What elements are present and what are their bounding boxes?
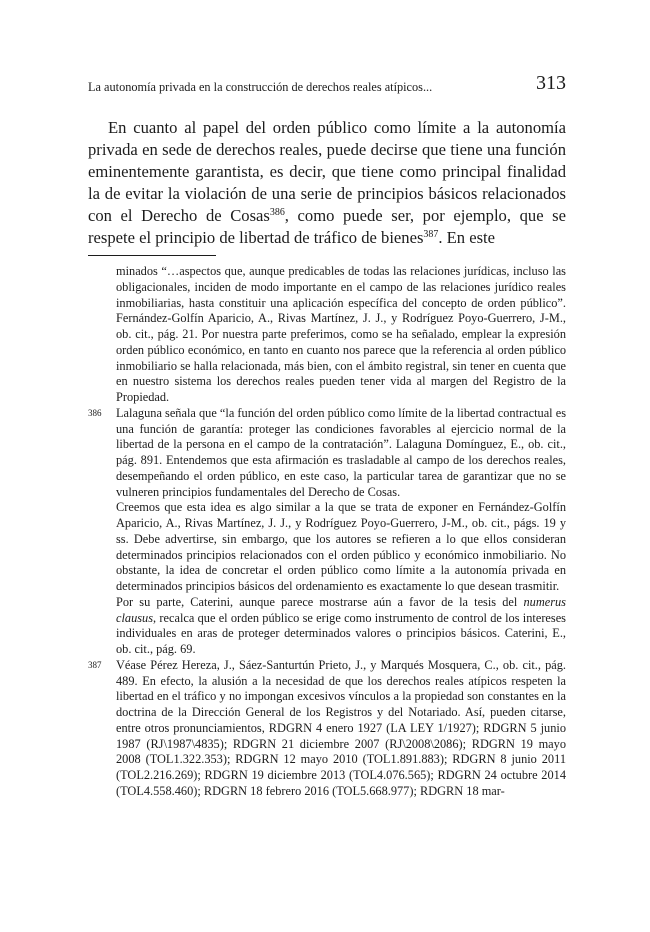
footnote-separator	[88, 255, 216, 256]
footnote-text-part: Por su parte, Caterini, aunque parece mostrarse aún a favor de la tesis del	[116, 594, 524, 609]
main-text-part: En cuanto al papel del orden público como límite a la autonomía privada en sede de derechos reales, puede decirse que tiene una función eminentemente garantista, es decir, que tiene como principal finalidad la de evitar la violación de una serie de principios básicos relacionados con el Derecho de Cosas	[88, 118, 566, 225]
footnote-387	[88, 658, 566, 800]
footnote-paragraph	[116, 595, 566, 658]
main-text-part: . En este	[438, 227, 496, 247]
footnote-number: 387	[88, 659, 102, 670]
main-paragraph	[88, 117, 566, 248]
footnote-number: 386	[88, 407, 102, 418]
footnote-ref-387[interactable]: 387	[423, 228, 439, 240]
italic-term: numerus clausus	[116, 594, 566, 625]
main-text-part: , como puede ser, por ejemplo, que se respete el principio de libertad de tráfico de bienes	[88, 205, 566, 247]
footnote-text-part: , recalca que el orden público se erige como instrumento de control de los intereses individuales en aras de proteger determinados valores o principios básicos. Caterini, E., ob. cit., pág. 69.	[116, 610, 566, 656]
page-header	[88, 72, 566, 100]
page-number: 313	[536, 72, 566, 94]
running-title: La autonomía privada en la construcción de derechos reales atípicos...	[88, 80, 433, 94]
footnote-paragraph: minados “…aspectos que, aunque predicables de todas las relaciones jurídicas, incluso las obligacionales, inciden de modo importante en el campo de las relaciones jurídico reales inmobiliarias, hasta constituir una aplicación específica del concepto de orden público”. Fernández-Golfín Aparicio, A., Rivas Martínez, J. J., y Rodríguez Poyo-Guerrero, J-M., ob. cit., pág. 21. Por nuestra parte preferimos, como se ha señalado, emplear la expresión orden público económico, en tanto en cuanto nos parece que la referencia al orden público inmobiliario se halla relacionada, más bien, con el ámbito registral, sin tener en cuenta que en nuestro sistema los derechos reales pueden tener vida al margen del Registro de la Propiedad.	[116, 264, 566, 404]
footnote-ref-386[interactable]: 386	[269, 206, 285, 218]
footnote-386	[88, 406, 566, 658]
footnotes-section	[88, 264, 566, 800]
footnote-paragraph: Véase Pérez Hereza, J., Sáez-Santurtún Prieto, J., y Marqués Mosquera, C., ob. cit., pág. 489. En efecto, la alusión a la necesidad de que los derechos reales atípicos respeten la libertad en el tráfico y no impongan excesivos vínculos a la propiedad son constantes en la doctrina de la Dirección General de los Registros y del Notariado. Así, pueden citarse, entre otros pronunciamientos, RDGRN 4 enero 1927 (LA LEY 1/1927); RDGRN 5 junio 1987 (RJ\1987\4835); RDGRN 21 diciembre 2007 (RJ\2008\2086); RDGRN 19 mayo 2008 (TOL1.322.353); RDGRN 12 mayo 2010 (TOL1.891.883); RDGRN 8 junio 2011 (TOL2.216.269); RDGRN 19 diciembre 2013 (TOL4.076.565); RDGRN 24 octubre 2014 (TOL4.558.460); RDGRN 18 febrero 2016 (TOL5.668.977); RDGRN 18 mar-	[116, 657, 566, 798]
main-text	[88, 117, 566, 248]
footnote-paragraph: Creemos que esta idea es algo similar a la que se trata de exponer en Fernández-Golfín Aparicio, A., Rivas Martínez, J. J., y Rodríguez Poyo-Guerrero, J-M., ob. cit., págs. 19 y ss. Debe advertirse, sin embargo, que los autores se refieren a lo que ellos consideran determinados principios relacionados con el orden público y económico inmobiliario. No obstante, la idea de concretar el orden público como límite a la autonomía privada en determinados principios básicos del ordenamiento es exactamente lo que desean trasmitir.	[116, 500, 566, 593]
footnote-continued	[88, 264, 566, 406]
footnote-paragraph: Lalaguna señala que “la función del orden público como límite de la libertad contractual es una función de garantía: proteger las condiciones favorables al ejercicio normal de la libertad de la persona en el campo de la contratación”. Lalaguna Domínguez, E., ob. cit., pág. 891. Entendemos que esta afirmación es trasladable al campo de los derechos reales, desempeñando el orden público, en este caso, la particular tarea de garantizar que no se vulneren principios fundamentales del Derecho de Cosas.	[116, 405, 566, 499]
